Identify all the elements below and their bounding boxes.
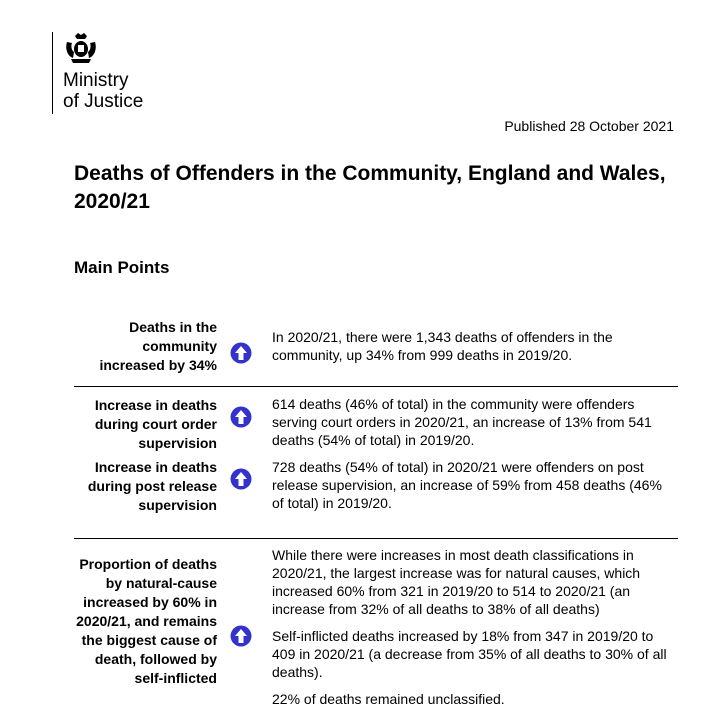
divider [74, 386, 678, 387]
publication-date: Published 28 October 2021 [504, 118, 674, 134]
point-text [272, 395, 672, 458]
point-label: Increase in deaths during court order supervision [94, 397, 217, 451]
point-label: Increase in deaths during post release supervision [87, 459, 217, 513]
org-line-1: Ministry [63, 70, 129, 91]
up-arrow-icon [230, 406, 252, 428]
point-paragraph: 22% of deaths remained unclassified. [272, 691, 505, 707]
point-label: Proportion of deaths by natural-cause increased by 60% in 2020/21, and remains the biggest cause of death, followed by self-inflicted [76, 556, 217, 686]
point-paragraph: Self-inflicted deaths increased by 18% from 347 in 2019/20 to 409 in 2020/21 (a decrease from 35% of all deaths to 30% of all deaths). [272, 628, 667, 680]
point-paragraph: While there were increases in most death classifications in 2020/21, the largest increase was for natural causes, which increased 60% from 321 in 2019/20 to 514 to 2020/21 (an increase from 32% of all deaths to 38% of all deaths) [272, 547, 641, 617]
organisation-name [63, 70, 143, 112]
section-heading: Main Points [74, 258, 170, 277]
point-text [272, 546, 672, 717]
point-text [272, 458, 672, 521]
document-title: Deaths of Offenders in the Community, England and Wales, 2020/21 [74, 162, 666, 213]
divider [74, 538, 678, 539]
up-arrow-icon [230, 342, 252, 364]
point-paragraph: In 2020/21, there were 1,343 deaths of offenders in the community, up 34% from 999 deaths in 2019/20. [272, 329, 613, 363]
ministry-of-justice-logo [52, 32, 144, 114]
point-text [272, 328, 672, 373]
royal-crest-icon [63, 32, 99, 64]
up-arrow-icon [230, 625, 252, 647]
point-label: Deaths in the community increased by 34% [99, 319, 217, 373]
point-paragraph: 728 deaths (54% of total) in 2020/21 were offenders on post release supervision, an increase of 59% from 458 deaths (46% of total) in 2019/20. [272, 459, 662, 511]
point-paragraph: 614 deaths (46% of total) in the community were offenders serving court orders in 2020/21, an increase of 13% from 541 deaths (54% of total) in 2019/20. [272, 396, 652, 448]
org-line-2: of Justice [63, 91, 144, 112]
up-arrow-icon [230, 468, 252, 490]
